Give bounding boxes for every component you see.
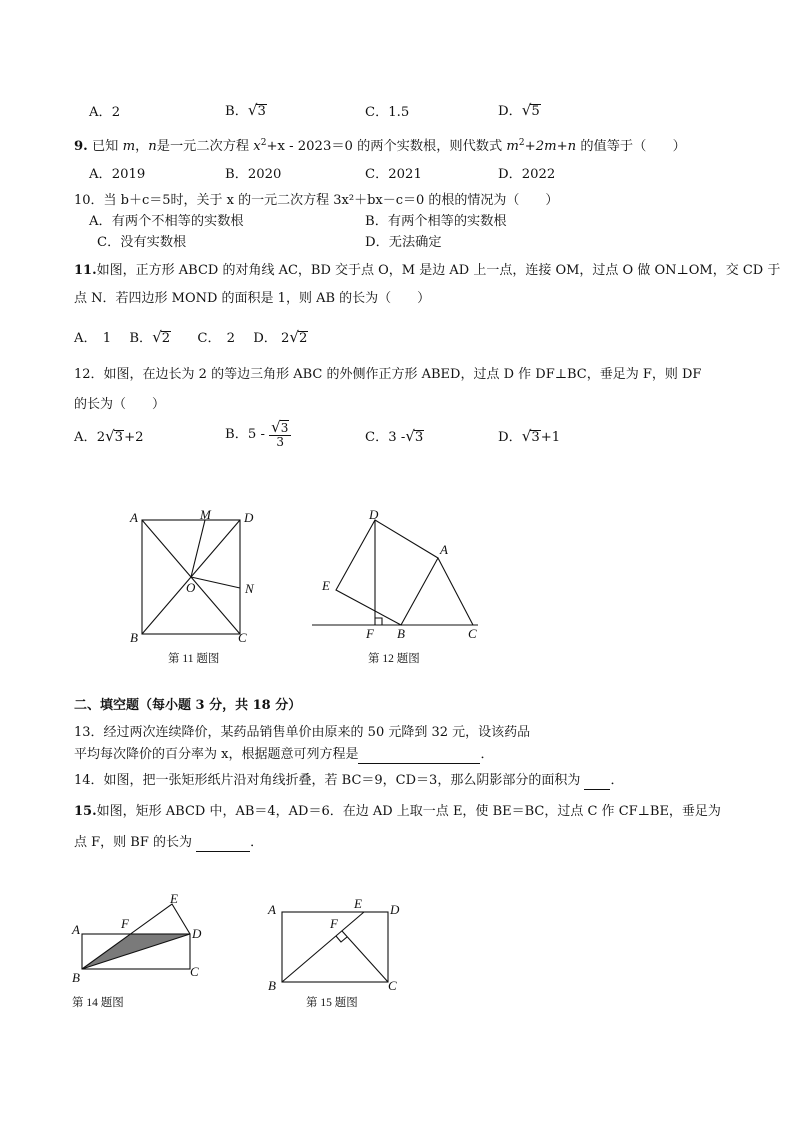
coefficient: 2 xyxy=(281,331,290,346)
label-f: F xyxy=(121,916,129,931)
answer-blank[interactable] xyxy=(584,772,610,790)
q10-option-c: C．没有实数根 xyxy=(97,235,187,250)
label-e: E xyxy=(170,891,178,906)
label-d: D xyxy=(192,926,202,941)
q8-option-letter: B． xyxy=(225,104,248,119)
figure-14-caption: 第 14 题图 xyxy=(72,997,124,1009)
label-e: E xyxy=(354,896,362,911)
q8-option-d xyxy=(498,102,541,120)
radicand: 3 xyxy=(257,104,266,119)
q12-option-tail: +2 xyxy=(124,430,144,445)
sqrt: √3 xyxy=(247,101,266,119)
q13-text-end: ． xyxy=(480,747,494,762)
q9-text: 是一元二次方程 xyxy=(156,139,250,154)
answer-blank[interactable] xyxy=(358,746,480,764)
question-number: 15. xyxy=(74,804,97,819)
radicand: 5 xyxy=(531,104,540,119)
radicand: 3 xyxy=(280,421,289,435)
exponent: 2 xyxy=(518,138,525,148)
label-c: C xyxy=(388,978,397,993)
q12-option-letter: B． xyxy=(225,427,248,442)
q9-text: ， xyxy=(135,139,149,154)
var-x: x xyxy=(253,139,261,154)
q15-text: 如图，矩形 ABCD 中，AB＝4，AD＝6．在边 AD 上取一点 E，使 BE＝BC，过点 C 作 CF⊥BE，垂足为 xyxy=(96,804,721,819)
label-a: A xyxy=(130,510,138,525)
q12-option-letter: A． xyxy=(74,430,97,445)
q12-option-c xyxy=(365,428,424,446)
denominator: 3 xyxy=(276,435,285,449)
right-angle-mark xyxy=(375,618,382,625)
q15-text: 点 F，则 BF 的长为 xyxy=(74,835,192,850)
exponent: 2 xyxy=(260,138,267,148)
numerator: √3 xyxy=(269,420,291,436)
q12-option-letter: C． xyxy=(365,430,389,445)
sqrt: √2 xyxy=(152,328,171,346)
label-b: B xyxy=(72,970,80,985)
q8-option-b xyxy=(225,102,267,120)
fraction xyxy=(269,420,291,449)
label-n: N xyxy=(245,581,254,596)
figure-15-caption: 第 15 题图 xyxy=(306,997,358,1009)
q9-option-b: B．2020 xyxy=(225,167,282,182)
segment-ac xyxy=(438,558,473,625)
sqrt: √3 xyxy=(405,427,424,445)
label-a: A xyxy=(268,902,276,917)
q12-line1: 12．如图，在边长为 2 的等边三角形 ABC 的外侧作正方形 ABED，过点 D 作 DF⊥BC，垂足为 F，则 DF xyxy=(74,367,702,382)
q11-option-letter: A． xyxy=(74,331,97,346)
q8-option-value: 1.5 xyxy=(388,105,410,120)
q8-option-c xyxy=(365,104,409,121)
q11-option-letter: D． xyxy=(253,331,277,346)
label-f: F xyxy=(330,916,338,931)
question-number: 9. xyxy=(74,139,88,154)
q11-line1 xyxy=(74,262,780,279)
q9-expr: +2m+n xyxy=(524,139,577,154)
q10-option-a: A．有两个不相等的实数根 xyxy=(89,214,244,229)
label-m: M xyxy=(200,508,211,522)
label-b: B xyxy=(130,630,138,645)
label-d: D xyxy=(390,902,400,917)
q14-text-end: ． xyxy=(610,773,624,788)
label-d: D xyxy=(244,510,254,525)
q12-option-head: 5 - xyxy=(247,427,265,442)
q9-option-a: A．2019 xyxy=(89,167,146,182)
segment-cf xyxy=(342,931,388,982)
label-o: O xyxy=(186,580,196,595)
q8-option-a xyxy=(89,104,120,121)
coefficient: 2 xyxy=(96,430,106,445)
q11-line2: 点 N．若四边形 MOND 的面积是 1，则 AB 的长为（ ） xyxy=(74,291,431,306)
figure-14 xyxy=(68,890,218,1018)
var-m: m xyxy=(506,139,519,154)
q13-line1: 13．经过两次连续降价，某药品销售单价由原来的 50 元降到 32 元，设该药品 xyxy=(74,725,531,740)
q8-option-value: 2 xyxy=(111,105,121,120)
q10-option-b: B．有两个相等的实数根 xyxy=(365,214,507,229)
q12-option-d xyxy=(498,428,560,446)
q8-option-letter: A． xyxy=(89,105,112,120)
answer-blank[interactable] xyxy=(196,834,250,852)
q12-option-tail: +1 xyxy=(540,430,561,445)
q10-question: 10．当 b＋c＝5时，关于 x 的一元二次方程 3x²＋bx－c＝0 的根的情况为（ ） xyxy=(74,193,559,208)
q15-line1 xyxy=(74,803,721,820)
q11-option-value: 2 xyxy=(226,331,236,346)
q12-line2: 的长为（ ） xyxy=(74,397,166,412)
label-c: C xyxy=(190,964,199,979)
label-c: C xyxy=(238,630,247,645)
square-abed xyxy=(336,520,438,625)
q12-option-a xyxy=(74,428,144,446)
radicand: 3 xyxy=(114,430,124,445)
q8-option-letter: D． xyxy=(498,104,522,119)
radicand: 2 xyxy=(161,331,171,346)
var-n: n xyxy=(148,139,157,154)
figure-15 xyxy=(260,890,410,1018)
q15-text-end: ． xyxy=(250,835,264,850)
q11-option-letter: B． xyxy=(129,331,153,346)
q11-text: 如图，正方形 ABCD 的对角线 AC，BD 交于点 O，M 是边 AD 上一点，连接 OM，过点 O 做 ON⊥OM，交 CD 于 xyxy=(96,263,781,278)
q12-option-head: 3 - xyxy=(388,430,406,445)
q9-option-d: D．2022 xyxy=(498,167,556,182)
q9-question xyxy=(74,135,686,155)
q9-text: 的值等于（ ） xyxy=(580,139,686,154)
label-b: B xyxy=(268,978,276,993)
label-a: A xyxy=(440,542,448,557)
question-number: 11. xyxy=(74,263,97,278)
section-title: 二、填空题（每小题 3 分，共 18 分） xyxy=(74,698,302,713)
q15-line2 xyxy=(74,834,263,852)
q11-options xyxy=(74,329,308,347)
radicand: 3 xyxy=(414,430,424,445)
q12-option-letter: D． xyxy=(498,430,522,445)
q14-question xyxy=(74,772,623,790)
figure-12-caption: 第 12 题图 xyxy=(368,653,420,665)
label-a: A xyxy=(72,922,80,937)
q10-option-d: D．无法确定 xyxy=(365,235,442,250)
q9-text: 已知 xyxy=(91,139,119,154)
figure-11-caption: 第 11 题图 xyxy=(168,653,220,665)
q13-text: 平均每次降价的百分率为 x，根据题意可列方程是 xyxy=(74,747,359,762)
radicand: 2 xyxy=(298,331,308,346)
sqrt: √3 xyxy=(105,427,124,445)
q14-text: 14．如图，把一张矩形纸片沿对角线折叠，若 BC＝9，CD＝3，那么阴影部分的面积为 xyxy=(74,773,581,788)
radicand: 3 xyxy=(531,430,540,445)
q12-option-b xyxy=(225,420,291,449)
label-e: E xyxy=(322,578,330,593)
label-f: F xyxy=(366,626,374,641)
figure-12 xyxy=(308,506,498,670)
figure-11 xyxy=(128,508,268,668)
label-b: B xyxy=(397,626,405,641)
segment-be xyxy=(282,912,364,982)
right-angle-mark xyxy=(336,936,347,942)
label-d: D xyxy=(369,507,379,522)
q11-option-value: 1 xyxy=(102,331,112,346)
q9-option-c: C．2021 xyxy=(365,167,422,182)
var-m: m xyxy=(122,139,136,154)
q13-line2 xyxy=(74,746,493,764)
q11-option-letter: C． xyxy=(197,331,221,346)
q9-text: +x - 2023＝0 的两个实数根，则代数式 xyxy=(266,139,503,154)
sqrt: √2 xyxy=(289,328,308,346)
sqrt: √3 xyxy=(521,427,540,445)
q8-option-letter: C． xyxy=(365,105,389,120)
label-c: C xyxy=(468,626,477,641)
sqrt: √5 xyxy=(521,101,540,119)
